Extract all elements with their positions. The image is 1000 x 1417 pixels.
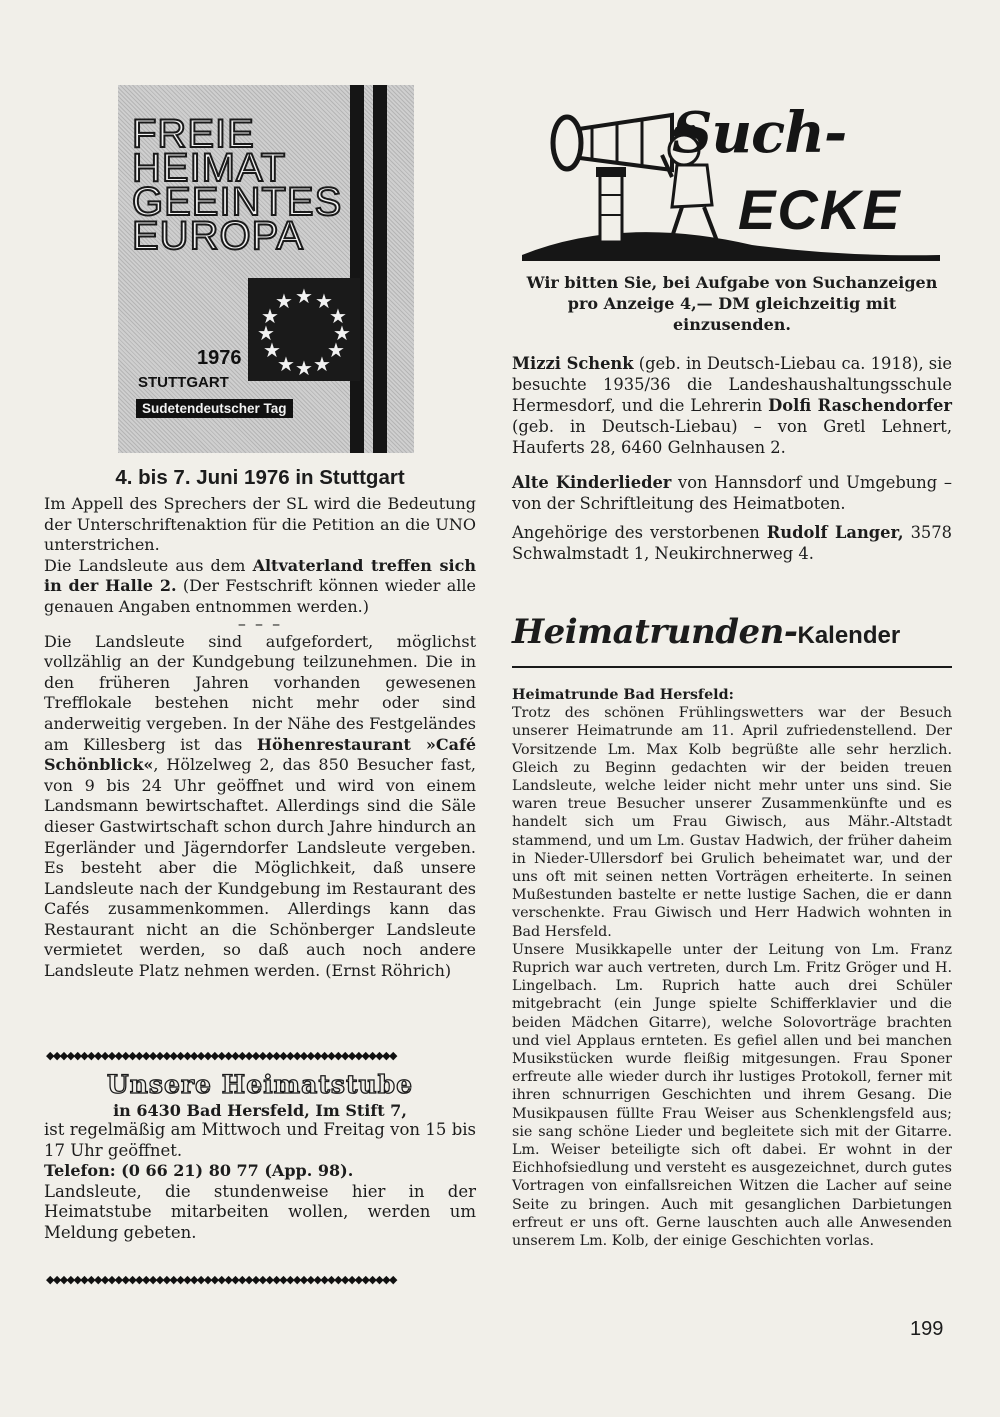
article-paragraph: Die Landsleute aus dem Altvaterland treffen sich in der Halle 2. (Der Festschrift können wieder alle genauen Angaben entnommen werden.) — [44, 555, 477, 616]
star-icon: ★ — [275, 289, 293, 313]
such-ecke-section — [512, 272, 952, 564]
heimatstube-hours: ist regelmäßig am Mittwoch und Freitag von 15 bis 17 Uhr geöffnet. — [44, 1120, 476, 1160]
star-icon: ★ — [257, 321, 275, 345]
star-icon: ★ — [277, 352, 295, 376]
section-separator: – – – — [237, 613, 283, 633]
europe-flag-icon — [248, 278, 360, 381]
search-entry: Angehörige des verstorbenen Rudolf Langer, 3578 Schwalmstadt 1, Neukirchnerweg 4. — [512, 523, 953, 563]
star-icon: ★ — [295, 284, 313, 308]
poster-stripe — [373, 85, 387, 453]
kalender-title-label: Kalender — [797, 622, 901, 649]
star-icon: ★ — [315, 289, 333, 313]
ecke-word: ECKE — [738, 178, 902, 241]
poster-city: STUTTGART — [138, 374, 229, 391]
star-icon: ★ — [327, 338, 345, 362]
search-entry: Alte Kinderlieder von Hannsdorf und Umgebung – von der Schriftleitung des Heimatboten. — [512, 473, 952, 513]
kalender-section — [512, 686, 952, 1250]
kalender-paragraph: Trotz des schönen Frühlingswetters war der Besuch unserer Heimatrunde am 11. April zufriedenstellend. Der Vorsitzende Lm. Max Kolb begrüßte alle sehr herzlich. Gleich zu Beginn gedachten wir der beiden treuen Landsleute, welche leider nicht mehr unter uns sind. Sie waren treue Besucher unserer Zusammenkünfte und es handelt sich um Frau Giwisch, aus Mähr.-Altstadt stammend, und um Lm. Gustav Hadwich, der früher daheim in Nieder-Ullersdorf bei Grulich beheimatet war, und der uns oft mit seinen netten Vorträgen erheiterte. In seinen Mußestunden bastelte er nette lustige Sachen, die er dann verschenkte. Frau Giwisch und Herr Hadwich wohnten in Bad Hersfeld. — [512, 705, 952, 940]
star-icon: ★ — [295, 356, 313, 380]
kalender-paragraph: Unsere Musikkapelle unter der Leitung von Lm. Franz Ruprich war auch vertreten, durch Lm. Fritz Gröger und H. Lingelbach. Lm. Ruprich hatte auch drei Schüler mitgebracht (ein Junge spielte Schifferklavier und die beiden Mädchen Gitarre), welche Solovorträge brachten und viel Applaus ernteten. Es gefiel allen und bei manchen Musikstücken wurde fleißig mitgesungen. Frau Sponer erfreute alle wieder durch ihr lustiges Protokoll, ferner mit ihren schnurrigen Geschichten und ihrem Gesang. Die Musikpausen füllte Frau Weiser aus Schenklengsfeld aus; sie sang schöne Lieder und begleitete sich mit der Gitarre. Lm. Weiser beteiligte sich oft dabei. Er wohnt in der Eichhofsiedlung und versteht es ausgezeichnet, durch gutes Vortragen von einfallsreichen Witzen die Lacher auf seine Seite zu bringen. Auch mit gesanglichen Darbietungen erfreut er uns oft. Gerne lauschten auch alle Anwesenden unserem Lm. Kolb, der einige Geschichten vorlas. — [512, 941, 952, 1250]
poster-event: Sudetendeutscher Tag — [136, 399, 293, 418]
poster-line: FREIE — [132, 112, 255, 156]
poster-year: 1976 — [197, 347, 242, 369]
star-icon: ★ — [261, 304, 279, 328]
heimatstube-address: in 6430 Bad Hersfeld, Im Stift 7, — [113, 1101, 407, 1120]
such-word: Such- — [672, 100, 847, 166]
poster-line: HEIMAT — [132, 146, 287, 190]
star-icon: ★ — [329, 304, 347, 328]
left-column — [44, 466, 476, 982]
kalender-title-script: Heimatrunden- — [512, 612, 798, 652]
heimatstube-appeal: Landsleute, die stundenweise hier in der Heimatstube mitarbeiten wollen, werden um Meldung gebeten. — [44, 1181, 476, 1242]
star-icon: ★ — [263, 338, 281, 362]
kalender-subhead: Heimatrunde Bad Hersfeld: — [512, 687, 734, 703]
event-headline: 4. bis 7. Juni 1976 in Stuttgart — [115, 466, 405, 489]
diamond-rule: ◆◆◆◆◆◆◆◆◆◆◆◆◆◆◆◆◆◆◆◆◆◆◆◆◆◆◆◆◆◆◆◆◆◆◆◆◆◆◆◆◆◆◆◆◆◆◆◆◆◆◆ — [46, 1050, 396, 1062]
article-paragraph: Im Appell des Sprechers der SL wird die Bedeutung der Unterschriftenaktion für die Petition an die UNO unterstrichen. — [44, 494, 476, 555]
kalender-title — [512, 612, 952, 668]
star-icon: ★ — [313, 352, 331, 376]
article-paragraph: Die Landsleute sind aufgefordert, möglichst vollzählig an der Kundgebung teilzunehmen. Die in den früheren Jahren vorhanden gewesenen Trefflokale bestehen nicht mehr oder sind anderweitig vergeben. In der Nähe des Festgeländes am Killesberg ist das Höhenrestaurant »Café Schönblick«, Hölzelweg 2, das 850 Besucher fast, von 9 bis 24 Uhr geöffnet und wird von einem Landsmann bewirtschaftet. Allerdings sind die Säle dieser Gastwirtschaft schon durch Jahre hindurch an Egerländer und Jägerndorfer Landsleute vergeben. Es besteht aber die Möglichkeit, daß unsere Landsleute nach der Kundgebung im Restaurant des Cafés zusammenkommen. Allerdings kann das Restaurant nicht an die Schönberger Landsleute vermietet werden, so daß auch noch andere Landsleute Platz nehmen werden. (Ernst Röhrich) — [44, 631, 477, 981]
star-icon: ★ — [333, 321, 351, 345]
poster-stripe — [350, 85, 364, 453]
heimatstube-box — [44, 1070, 476, 1243]
diamond-rule: ◆◆◆◆◆◆◆◆◆◆◆◆◆◆◆◆◆◆◆◆◆◆◆◆◆◆◆◆◆◆◆◆◆◆◆◆◆◆◆◆◆◆◆◆◆◆◆◆◆◆◆ — [46, 1274, 396, 1286]
heimatstube-phone: Telefon: (0 66 21) 80 77 (App. 98). — [44, 1161, 354, 1180]
poster-image — [118, 85, 414, 453]
poster-line: GEEINTES — [132, 180, 343, 224]
heimatstube-title: Unsere Heimatstube — [106, 1070, 414, 1099]
search-entry: Mizzi Schenk (geb. in Deutsch-Liebau ca. 1918), sie besuchte 1935/36 die Landeshaushaltungsschule Hermesdorf, und die Lehrerin Dolfi Raschendorfer (geb. in Deutsch-Liebau) – von Gretl Lehnert, Hauferts 28, 6460 Gelnhausen 2. — [512, 354, 953, 457]
such-ecke-intro: Wir bitten Sie, bei Aufgabe von Suchanzeigen pro Anzeige 4,— DM gleichzeitig mit einzusenden. — [526, 273, 938, 334]
page-number: 199 — [910, 1318, 944, 1340]
such-ecke-logo — [512, 95, 946, 265]
poster-line: EUROPA — [132, 214, 304, 258]
